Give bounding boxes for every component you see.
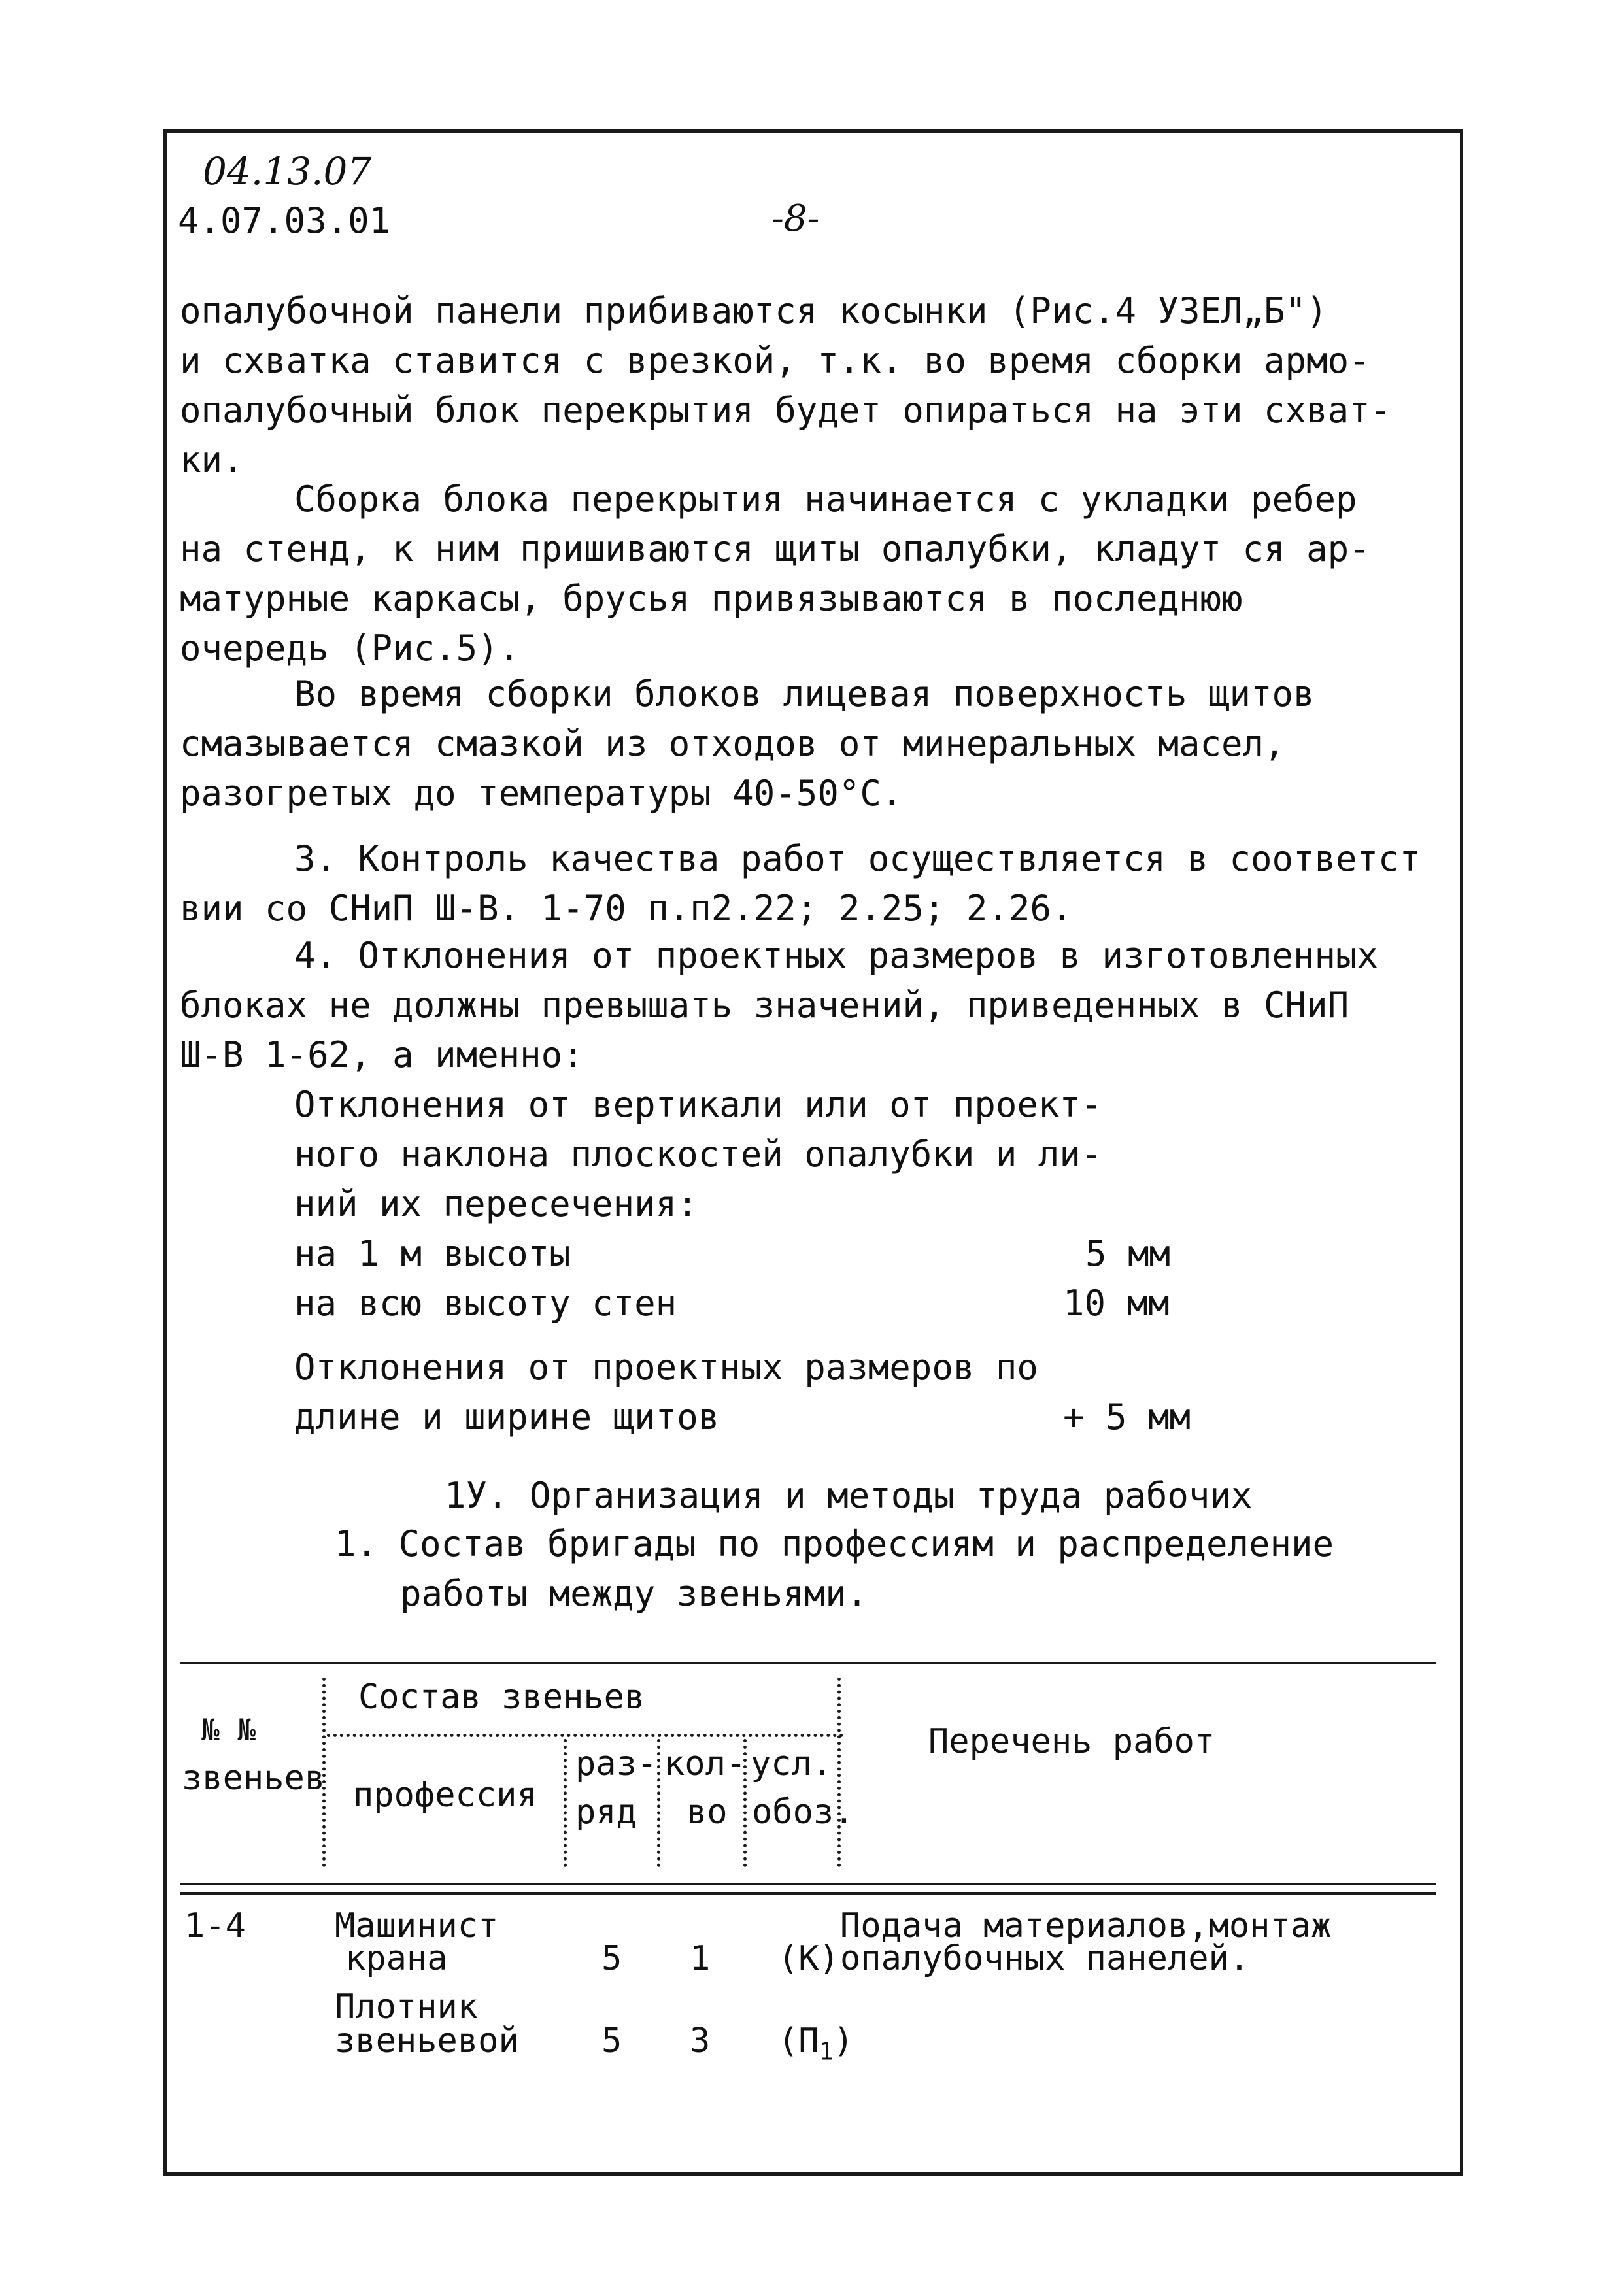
table-head-rule	[180, 1883, 1436, 1885]
paragraph-line: смазывается смазкой из отходов от минеральных масел,	[180, 723, 1285, 764]
code-main: (П	[778, 2021, 819, 2061]
paragraph-line: опалубочной панели прибиваются косынки (Рис.4 УЗЕЛ„Б")	[180, 290, 1328, 331]
table-head-profession: профессия	[353, 1776, 537, 1815]
deviation-value: 10 мм	[1063, 1283, 1170, 1324]
code-subscript: 1	[819, 2037, 834, 2066]
table-cell-works: Подача материалов,монтаж	[840, 1906, 1332, 1946]
table-head-code: обоз.	[752, 1793, 854, 1832]
paragraph-line: и схватка ставится с врезкой, т.к. во время сборки армо-	[180, 340, 1370, 381]
paragraph-line: блоках не должны превышать значений, приведенных в СНиП	[180, 985, 1349, 1026]
column-divider	[657, 1739, 663, 1867]
section-title: 1У. Организация и методы труда рабочих	[445, 1475, 1253, 1516]
table-cell-profession: Машинист	[335, 1906, 499, 1946]
paragraph-line: матурные каркасы, брусья привязываются в последнюю	[180, 578, 1243, 619]
table-head-code: усл.	[751, 1744, 833, 1783]
table-head-count: во	[686, 1793, 728, 1832]
table-cell-rank: 5	[601, 2021, 622, 2061]
table-cell-profession: Плотник	[335, 1987, 479, 2027]
table-cell-count: 1	[690, 1939, 711, 1978]
table-head-rule	[180, 1892, 1436, 1895]
paragraph-line: вии со СНиП Ш-В. 1-70 п.п2.22; 2.25; 2.26.	[180, 888, 1073, 929]
deviation-value: 5 мм	[1085, 1233, 1171, 1274]
table-cell-nn: 1-4	[184, 1906, 246, 1946]
paragraph-line: Сборка блока перекрытия начинается с укладки ребер	[294, 479, 1357, 520]
paragraph-line: Во время сборки блоков лицевая поверхность щитов	[294, 673, 1315, 715]
table-head-group: Состав звеньев	[358, 1678, 645, 1717]
group-divider	[327, 1734, 843, 1740]
handwritten-code: 04.13.07	[203, 149, 372, 194]
table-head-zvenev: звеньев	[182, 1759, 326, 1798]
subsection-title: 1. Состав бригады по профессиям и распределение	[335, 1523, 1334, 1564]
paragraph-line: на стенд, к ним пришиваются щиты опалубки, кладут ся ар-	[180, 528, 1370, 569]
table-cell-code	[778, 2021, 854, 2071]
table-cell-profession: крана	[345, 1939, 448, 1978]
subsection-title: работы между звеньями.	[400, 1573, 868, 1614]
table-head-rank: ряд	[575, 1793, 637, 1832]
deviation-line: ного наклона плоскостей опалубки и ли-	[294, 1134, 1102, 1175]
table-cell-profession: звеньевой	[335, 2021, 519, 2061]
deviation-line: длине и ширине щитов	[294, 1396, 720, 1438]
document-code: 4.07.03.01	[178, 200, 391, 241]
table-cell-rank: 5	[601, 1939, 622, 1978]
column-divider	[564, 1739, 569, 1867]
deviation-label: на 1 м высоты	[294, 1233, 571, 1274]
paragraph-line: ки.	[180, 439, 244, 481]
paragraph-line: 3. Контроль качества работ осуществляется в соответст	[294, 838, 1421, 879]
deviation-line: Отклонения от вертикали или от проект-	[294, 1084, 1102, 1125]
paragraph-line: 4. Отклонения от проектных размеров в изготовленных	[294, 935, 1379, 976]
deviation-value: + 5 мм	[1063, 1396, 1191, 1438]
page-number: -8-	[771, 197, 820, 240]
table-head-rank: раз-	[575, 1744, 658, 1783]
table-cell-count: 3	[690, 2021, 711, 2061]
table-head-nn: № №	[201, 1712, 256, 1747]
paragraph-line: очередь (Рис.5).	[180, 628, 520, 669]
paragraph-line: опалубочный блок перекрытия будет опираться на эти схват-	[180, 390, 1392, 431]
code-end: )	[833, 2021, 854, 2061]
deviation-line: Отклонения от проектных размеров по	[294, 1347, 1038, 1388]
table-cell-code: (К)	[778, 1939, 839, 1978]
paragraph-line: разогретых до температуры 40-50°С.	[180, 773, 903, 814]
paragraph-line: Ш-В 1-62, а именно:	[180, 1034, 584, 1075]
table-head-works: Перечень работ	[928, 1722, 1215, 1761]
column-divider	[837, 1678, 843, 1867]
deviation-line: ний их пересечения:	[294, 1183, 698, 1224]
table-head-count: кол-	[664, 1744, 747, 1783]
deviation-label: на всю высоту стен	[294, 1283, 677, 1324]
table-cell-works: опалубочных панелей.	[840, 1939, 1250, 1978]
table-top-rule	[180, 1662, 1436, 1664]
